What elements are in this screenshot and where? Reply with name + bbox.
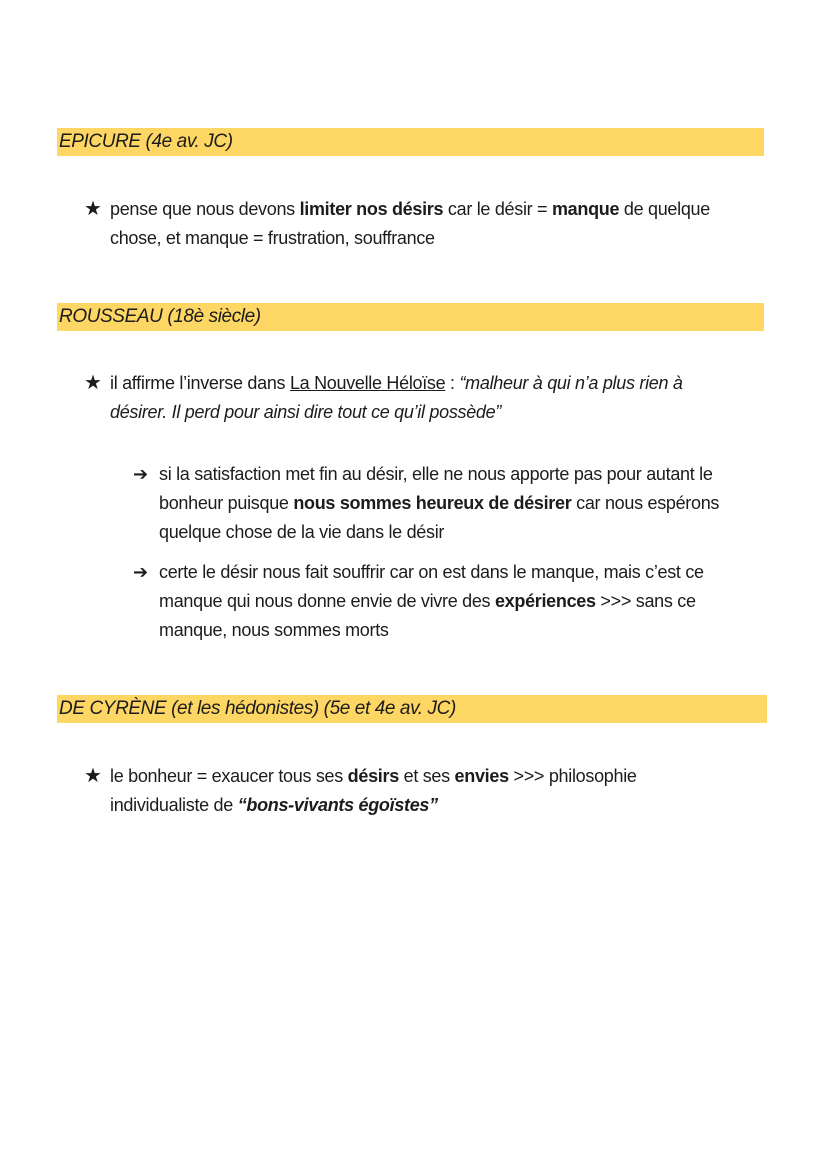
arrow-right-icon: ➔ [133,562,148,582]
book-title: La Nouvelle Héloïse [289,373,446,393]
bullet-line: il affirme l’inverse dans La Nouvelle Héloïse : “malheur à qui n’a plus rien à [110,373,683,393]
subpoint-line: quelque chose de la vie dans le désir [159,522,445,542]
bullet-line: pense que nous devons limiter nos désirs car le désir = manque de quelque [110,199,710,219]
star-icon: ★ [84,765,102,787]
subpoint-line: manque qui nous donne envie de vivre des expériences >>> sans ce [159,591,696,611]
bullet-rousseau [84,369,683,427]
bullet-line [110,398,683,427]
section-heading-rousseau: ROUSSEAU (18è siècle) [57,303,764,331]
subpoint-line: bonheur puisque nous sommes heureux de désirer car nous espérons [159,493,720,513]
subpoint-line: manque, nous sommes morts [159,620,389,640]
section-heading-de-cyrene: DE CYRÈNE (et les hédonistes) (5e et 4e av. JC) [57,695,767,723]
quote: désirer. Il perd pour ainsi dire tout ce qu’il possède” [110,402,502,422]
subpoint-manque [133,558,704,645]
bullet-line: le bonheur = exaucer tous ses désirs et ses envies >>> philosophie [110,766,637,786]
subpoint-line: si la satisfaction met fin au désir, elle ne nous apporte pas pour autant le [159,464,713,484]
bullet-epicure [84,195,710,253]
star-icon: ★ [84,372,102,394]
bullet-de-cyrene [84,762,637,820]
quote: “malheur à qui n’a plus rien à [459,373,683,393]
star-icon: ★ [84,198,102,220]
subpoint-satisfaction [133,460,719,547]
bullet-line: individualiste de “bons-vivants égoïstes” [110,795,438,815]
bullet-line: chose, et manque = frustration, souffrance [110,228,435,248]
arrow-right-icon: ➔ [133,464,148,484]
subpoint-line: certe le désir nous fait souffrir car on est dans le manque, mais c’est ce [159,562,704,582]
section-heading-epicure: EPICURE (4e av. JC) [57,128,764,156]
quote: “bons-vivants égoïstes” [237,795,438,815]
